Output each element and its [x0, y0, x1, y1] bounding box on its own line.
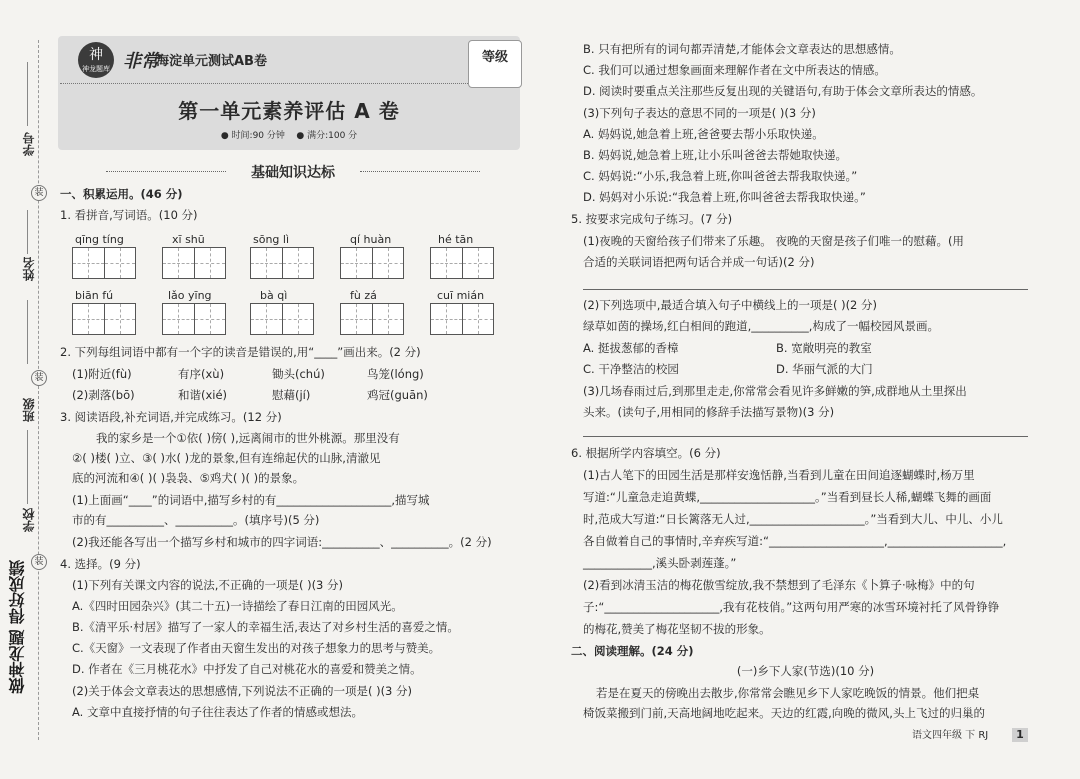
- reading-title: (一)乡下人家(节选)(10 分): [736, 664, 875, 678]
- section-title: 基础知识达标: [251, 165, 335, 181]
- class-line: [27, 300, 28, 364]
- writing-grid[interactable]: [162, 247, 226, 279]
- q5-sub-2-sentence: 绿草如茵的操场,红白相间的跑道,__________,构成了一幅校园风景画。: [583, 319, 939, 333]
- q5-option: A. 挺拔葱郁的香樟: [583, 341, 679, 355]
- pinyin: sōng lì: [253, 233, 290, 246]
- q2-item: 和谐(xié): [178, 388, 228, 402]
- q5-sub-1-cont: 合适的关联词语把两句话合并成一句话)(2 分): [583, 255, 815, 269]
- clock-icon: ●: [220, 131, 229, 141]
- grade-box[interactable]: [468, 40, 522, 88]
- q2-item: 鸡冠(guān): [367, 388, 428, 402]
- reading-paragraph: 若是在夏天的傍晚出去散步,你常常会瞧见乡下人家吃晚饭的情景。他们把桌: [596, 686, 980, 700]
- q4-option: C.《天窗》一文表现了作者由天窗生发出的对孩子想象力的思考与赞美。: [72, 641, 441, 655]
- section-rule-right: [360, 171, 480, 172]
- score-icon: ●: [296, 131, 305, 141]
- q4-option: D. 阅读时要重点关注那些反复出现的关键语句,有助于体会文章所表达的情感。: [583, 84, 983, 98]
- binding-mark-icon: 装: [31, 185, 47, 201]
- pinyin: cuī mián: [437, 289, 485, 302]
- series-name: 海淀单元测试AB卷: [156, 54, 267, 69]
- name-label: 姓名: [22, 257, 36, 281]
- full-score: 满分:100 分: [307, 131, 358, 141]
- pinyin: lǎo yīng: [168, 289, 212, 302]
- brand-name: 非常: [123, 51, 159, 72]
- banner-divider: [60, 83, 470, 84]
- q4-option: D. 妈妈对小乐说:“我急着上班,你叫爸爸去帮我取快递。”: [583, 190, 866, 204]
- school-line: [27, 430, 28, 504]
- q2-item: 有序(xù): [178, 367, 225, 381]
- slogan-text: 做神龙题 得好成绩: [8, 560, 27, 694]
- pinyin: fù zá: [350, 289, 377, 302]
- q6-sub-1-cont: 写道:“儿童急走追黄蝶,____________________。”当看到昼长人稀,蝴蝶飞舞的画面: [583, 490, 992, 504]
- section-rule-left: [106, 171, 226, 172]
- writing-grid[interactable]: [340, 247, 404, 279]
- question-6: 6. 根据所学内容填空。(6 分): [571, 446, 721, 460]
- q4-option: A. 妈妈说,她急着上班,爸爸要去帮小乐取快递。: [583, 127, 824, 141]
- q5-sub-3: (3)几场春雨过后,到那里走走,你常常会看见许多鲜嫩的笋,成群地从土里探出: [583, 384, 967, 398]
- writing-grid[interactable]: [162, 303, 226, 335]
- part-two-title: 二、阅读理解。(24 分): [571, 644, 694, 658]
- answer-line[interactable]: [583, 289, 1028, 290]
- q5-option: D. 华丽气派的大门: [776, 362, 873, 376]
- q6-sub-2-cont: 的梅花,赞美了梅花坚韧不拔的形象。: [583, 622, 771, 636]
- exam-meta: [58, 128, 520, 141]
- logo: [78, 42, 114, 78]
- writing-grid[interactable]: [340, 303, 404, 335]
- binding-mark-icon: 装: [31, 370, 47, 386]
- question-1: 1. 看拼音,写词语。(10 分): [60, 208, 198, 222]
- question-5: 5. 按要求完成句子练习。(7 分): [571, 212, 733, 226]
- writing-grid[interactable]: [72, 303, 136, 335]
- logo-text: 神龙题库: [82, 65, 110, 73]
- q4-option: D. 作者在《三月桃花水》中抒发了自己对桃花水的喜爱和赞美之情。: [72, 662, 422, 676]
- q3-sub-2: (2)我还能各写出一个描写乡村和城市的四字词语:__________、__________。(2 分): [72, 535, 492, 549]
- q5-option: B. 宽敞明亮的教室: [776, 341, 872, 355]
- writing-grid[interactable]: [250, 247, 314, 279]
- pinyin: qīng tíng: [75, 233, 124, 246]
- writing-grid[interactable]: [250, 303, 314, 335]
- q4-option: C. 妈妈说:“小乐,我急着上班,你叫爸爸去帮我取快递。”: [583, 169, 858, 183]
- q3-sub-1-cont: 市的有__________、__________。(填序号)(5 分): [72, 513, 320, 527]
- q2-item: 锄头(chú): [272, 367, 325, 381]
- school-label: 学校: [22, 508, 36, 532]
- q3-passage: 我的家乡是一个①依( )傍( ),远离闹市的世外桃源。那里没有: [96, 431, 400, 445]
- question-3: 3. 阅读语段,补充词语,并完成练习。(12 分): [60, 410, 282, 424]
- logo-mark: 神: [89, 47, 103, 63]
- q4-option: C. 我们可以通过想象画面来理解作者在文中所表达的情感。: [583, 63, 886, 77]
- page-title: 第一单元素养评估 A 卷: [178, 99, 400, 123]
- footer-book-label: 语文四年级 下 RJ: [912, 730, 989, 741]
- q5-sub-2: (2)下列选项中,最适合填入句子中横线上的一项是( )(2 分): [583, 298, 878, 312]
- section-heading: [58, 162, 528, 182]
- question-2: 2. 下列每组词语中都有一个字的读音是错误的,用“____”画出来。(2 分): [60, 345, 421, 359]
- pinyin: biān fú: [75, 289, 114, 302]
- time-limit: 时间:90 分钟: [231, 131, 285, 141]
- q6-sub-1-cont: 时,范成大写道:“日长篱落无人过,____________________。”当看到大儿、中儿、小儿: [583, 512, 1003, 526]
- pinyin: xī shū: [172, 233, 205, 246]
- writing-grid[interactable]: [72, 247, 136, 279]
- q4-option: B. 只有把所有的词句都弄清楚,才能体会文章表达的思想感情。: [583, 42, 901, 56]
- grade-label: 等级: [481, 50, 508, 65]
- q5-sub-3-cont: 头来。(读句子,用相同的修辞手法描写景物)(3 分): [583, 405, 835, 419]
- pinyin: hé tān: [438, 233, 474, 246]
- q5-option: C. 干净整洁的校园: [583, 362, 679, 376]
- q6-sub-2: (2)看到冰清玉洁的梅花傲雪绽放,我不禁想到了毛泽东《卜算子·咏梅》中的句: [583, 578, 975, 592]
- binding-strip: [0, 0, 58, 779]
- q6-sub-1-cont: 各自做着自己的事情时,辛弃疾写道:“____________________,____________________,: [583, 534, 1007, 548]
- q4-sub-3: (3)下列句子表达的意思不同的一项是( )(3 分): [583, 106, 816, 120]
- q4-option: B.《清平乐·村居》描写了一家人的幸福生活,表达了对乡村生活的喜爱之情。: [72, 620, 459, 634]
- q3-passage: ②( )楼( )立、③( )水( )龙的景象,但有连绵起伏的山脉,清澈见: [72, 451, 381, 465]
- q6-sub-1: (1)古人笔下的田园生活是那样安逸恬静,当看到儿童在田间追逐蝴蝶时,杨万里: [583, 468, 975, 482]
- q4-option: A. 文章中直接抒情的句子往往表达了作者的情感或想法。: [72, 705, 363, 719]
- pinyin: qí huàn: [350, 233, 392, 246]
- page-number: 1: [1012, 728, 1028, 742]
- writing-grid[interactable]: [430, 247, 494, 279]
- answer-line[interactable]: [583, 436, 1028, 437]
- student-id-line: [27, 62, 28, 126]
- q6-sub-1-cont: ____________,溪头卧剥莲蓬。”: [583, 556, 737, 570]
- student-id-label: 学号: [22, 132, 36, 156]
- question-4: 4. 选择。(9 分): [60, 557, 141, 571]
- q4-option: A.《四时田园杂兴》(其二十五)一诗描绘了春日江南的田园风光。: [72, 599, 403, 613]
- q2-item: (1)附近(fù): [72, 367, 132, 381]
- q4-sub-1: (1)下列有关课文内容的说法,不正确的一项是( )(3 分): [72, 578, 344, 592]
- class-label: 班级: [22, 398, 36, 422]
- q4-sub-2: (2)关于体会文章表达的思想感情,下列说法不正确的一项是( )(3 分): [72, 684, 413, 698]
- part-one-title: 一、积累运用。(46 分): [60, 187, 183, 201]
- name-line: [27, 210, 28, 254]
- reading-paragraph: 椅饭菜搬到门前,天高地阔地吃起来。天边的红霞,向晚的微风,头上飞过的归巢的: [583, 706, 985, 720]
- q3-passage: 底的河流和④( )( )袅袅、⑤鸡犬( )( )的景象。: [72, 471, 305, 485]
- q2-item: 鸟笼(lóng): [367, 367, 424, 381]
- q4-option: B. 妈妈说,她急着上班,让小乐叫爸爸去帮她取快递。: [583, 148, 848, 162]
- pinyin: bà qì: [260, 289, 288, 302]
- writing-grid[interactable]: [430, 303, 494, 335]
- q2-item: 慰藉(jí): [272, 388, 311, 402]
- binding-mark-icon: 装: [31, 554, 47, 570]
- binding-dashed-line: [38, 40, 39, 740]
- q3-sub-1: (1)上面画“____”的词语中,描写乡村的有____________________,描写城: [72, 493, 430, 507]
- q2-item: (2)剥落(bō): [72, 388, 135, 402]
- q6-sub-2-cont: 子:“____________________,我有花枝俏。”这两句用严寒的冰雪环境衬托了风骨铮铮: [583, 600, 1000, 614]
- q5-sub-1: (1)夜晚的天窗给孩子们带来了乐趣。 夜晚的天窗是孩子们唯一的慰藉。(用: [583, 234, 964, 248]
